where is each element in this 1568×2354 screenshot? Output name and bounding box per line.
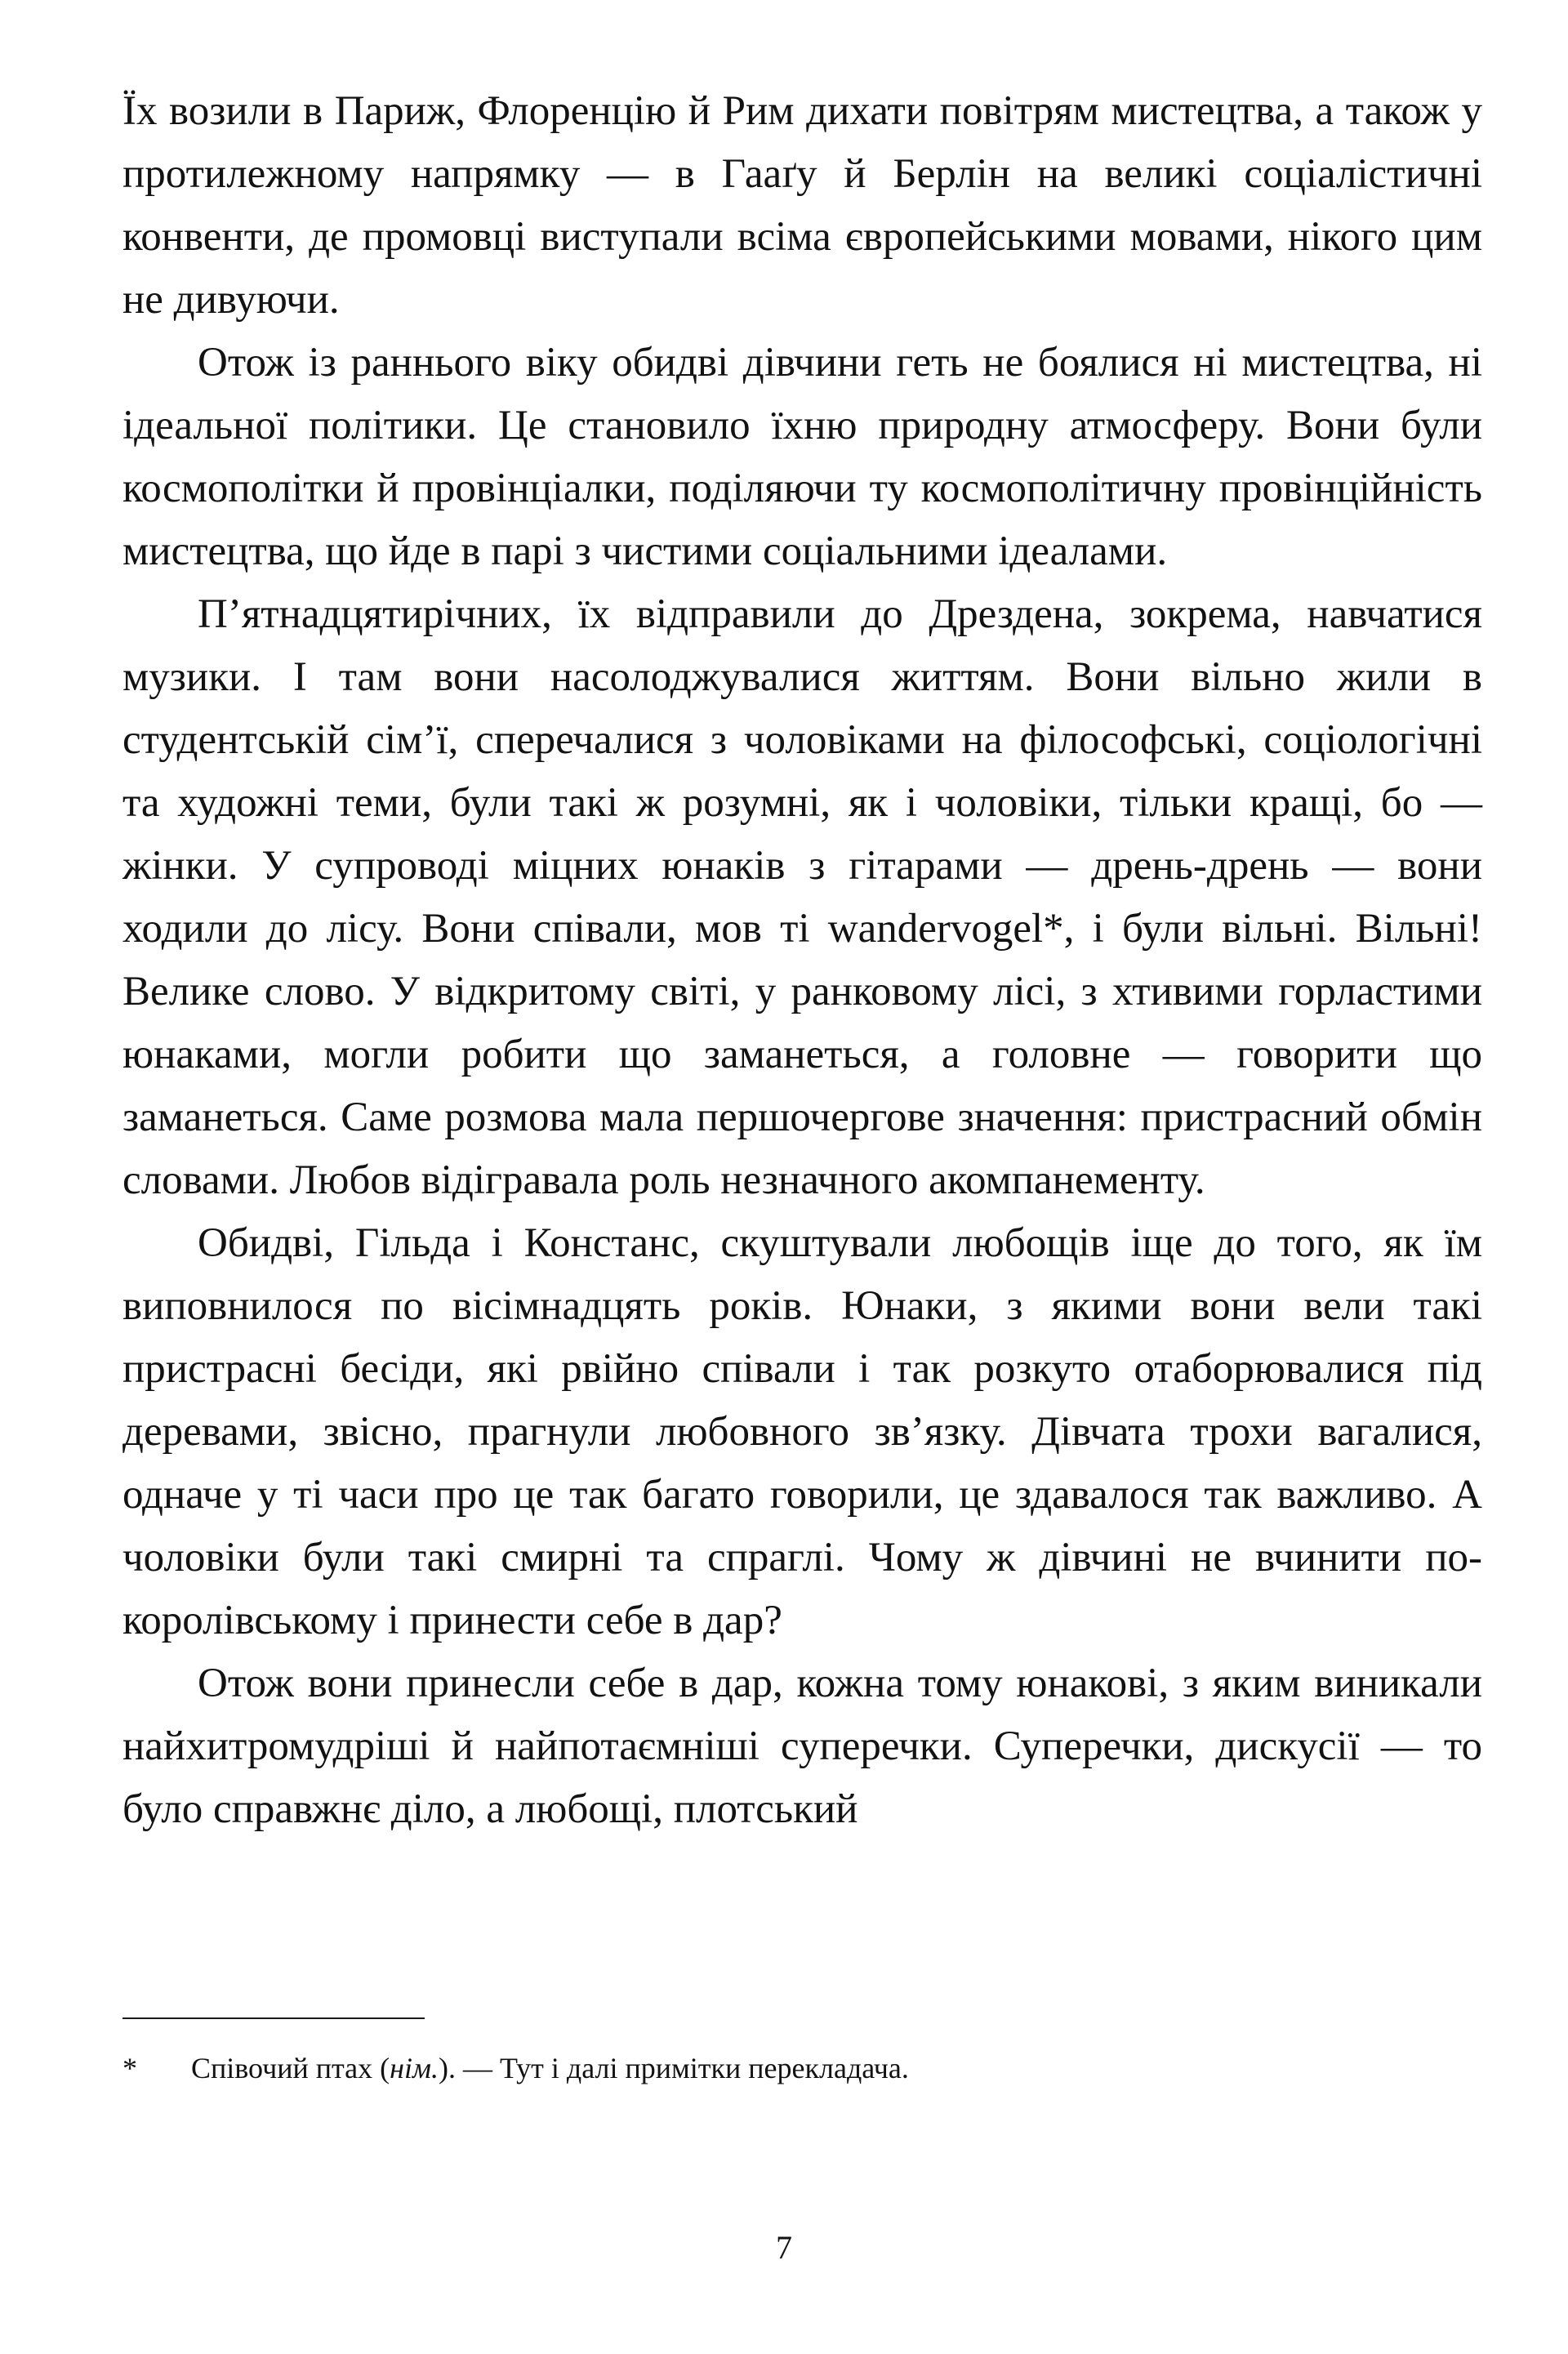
- footnote-text-before: Співочий птах (: [191, 2052, 390, 2084]
- footnote-area: [122, 2017, 1482, 2088]
- footnote: [122, 2049, 1482, 2088]
- body-paragraph: Отож вони принесли себе в дар, кожна тому юнакові, з яким виникали найхитромудріші й найпотаємніші суперечки. Суперечки, дискусії — то було справжнє діло, а любощі, плотський: [122, 1661, 1482, 1832]
- footnote-marker: *: [122, 2052, 137, 2084]
- body-paragraph: Обидві, Гільда і Констанс, скуштували любощів іще до того, як їм виповнилося по вісімнадцять років. Юнаки, з якими вони вели такі пристрасні бесіди, які рвійно співали і так розкуто отаборювалися під деревами, звісно, прагнули любовного зв’язку. Дівчата трохи вагалися, одначе у ті часи про це так багато говорили, це здавалося так важливо. А чоловіки були такі смирні та спраглі. Чому ж дівчині не вчинити по-королівському і принести себе в дар?: [122, 1220, 1482, 1643]
- body-paragraph: Їх возили в Париж, Флоренцію й Рим дихати повітрям мистецтва, а також у протилежному напрямку — в Гааґу й Берлін на великі соціалістичні конвенти, де промовці виступали всіма європейськими мовами, нікого цим не дивуючи.: [122, 88, 1482, 323]
- footnote-text: [191, 2049, 909, 2088]
- body-text: [122, 80, 1482, 1841]
- footnote-text-after: ). — Тут і далі примітки перекладача.: [438, 2052, 909, 2084]
- footnote-term: нім.: [390, 2052, 439, 2084]
- body-paragraph: Отож із раннього віку обидві дівчини геть не боялися ні мистецтва, ні ідеальної політики. Це становило їхню природну атмосферу. Вони були космополітки й провінціалки, поділяючи ту космополітичну провінційність мистецтва, що йде в парі з чистими соціальними ідеалами.: [122, 340, 1482, 574]
- page-number: 7: [776, 2229, 792, 2266]
- body-paragraph: П’ятнадцятирічних, їх відправили до Дрездена, зокрема, навчатися музики. І там вони насолоджувалися життям. Вони вільно жили в студентській сім’ї, сперечалися з чоловіками на філософські, соціологічні та художні теми, були такі ж розумні, як і чоловіки, тільки кращі, бо — жінки. У супроводі міцних юнаків з гітарами — дрень-дрень — вони ходили до лісу. Вони співали, мов ті wandervogel*, і були вільні. Вільні! Велике слово. У відкритому світі, у ранковому лісі, з хтивими горластими юнаками, могли робити що заманеться, а головне — говорити що заманеться. Саме розмова мала першочергове значення: пристрасний обмін словами. Любов відігравала роль незначного акомпанементу.: [122, 591, 1482, 1203]
- footnote-divider: [122, 2017, 425, 2019]
